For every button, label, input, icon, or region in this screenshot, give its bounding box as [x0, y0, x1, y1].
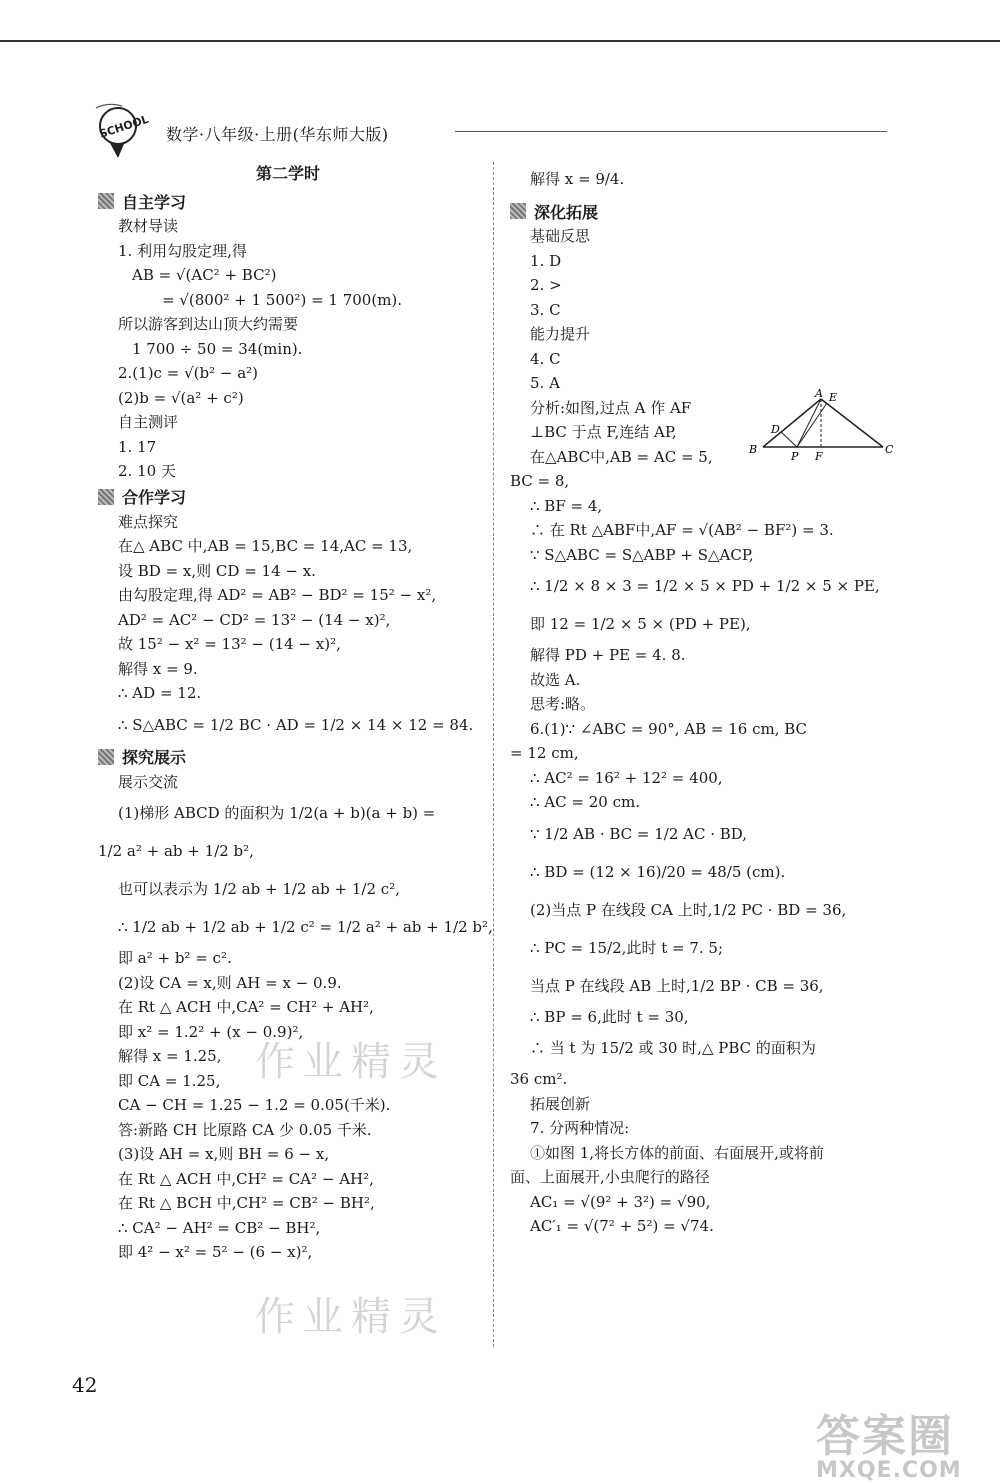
- svg-text:SCHOOL: SCHOOL: [97, 112, 151, 141]
- formula-line: CA − CH = 1.25 − 1.2 = 0.05(千米).: [118, 1096, 391, 1114]
- text-line: ∴ 当 t 为 15/2 或 30 时,△ PBC 的面积为: [530, 1039, 816, 1057]
- text-line: 在 Rt △ ACH 中,CH² = CA² − AH²,: [118, 1169, 374, 1188]
- section-heading-self-study: 自主学习: [98, 188, 478, 214]
- answer-line: 故选 A.: [530, 670, 581, 689]
- formula-line: 即 a² + b² = c².: [118, 949, 232, 967]
- lesson-title: 第二学时: [255, 164, 320, 183]
- formula-line: ∴ BF = 4,: [530, 496, 603, 515]
- subheading: 拓展创新: [530, 1094, 591, 1113]
- text-line: 在 Rt △ ACH 中,CA² = CH² + AH²,: [118, 998, 374, 1016]
- top-rule: [0, 40, 1000, 42]
- formula-line: ∵ S△ABC = S△ABP + S△ACP,: [530, 545, 754, 564]
- left-column: [98, 160, 493, 1265]
- formula-line: 也可以表示为 1/2 ab + 1/2 ab + 1/2 c²,: [118, 880, 400, 898]
- formula-line: AD² = AC² − CD² = 13² − (14 − x)²,: [118, 610, 391, 629]
- section-square-icon: [98, 749, 114, 765]
- formula-line: ∴ BD = (12 × 16)/20 = 48/5 (cm).: [530, 862, 786, 881]
- text-line: 在 Rt △ BCH 中,CH² = CB² − BH²,: [118, 1194, 375, 1212]
- answer-line: 3. C: [530, 300, 561, 319]
- section-square-icon: [98, 193, 114, 209]
- formula-line: ∴ 1/2 ab + 1/2 ab + 1/2 c² = 1/2 a² + ab + 1/2 b²,: [118, 918, 493, 936]
- formula-line: (1)梯形 ABCD 的面积为 1/2(a + b)(a + b) =: [118, 804, 436, 822]
- subheading: 难点探究: [118, 512, 179, 531]
- text-line: 36 cm².: [510, 1070, 568, 1088]
- text-line: (2)设 CA = x,则 AH = x − 0.9.: [118, 973, 342, 992]
- corner-watermark: 答案圈 MXQE.COM: [816, 1411, 962, 1483]
- formula-line: ∵ 1/2 AB · BC = 1/2 AC · BD,: [530, 824, 748, 843]
- figure-label-f: F: [815, 450, 823, 463]
- text-line: 7. 分两种情况:: [530, 1119, 630, 1137]
- school-logo-icon: [88, 100, 158, 162]
- figure-label-p: P: [791, 450, 799, 463]
- triangle-figure: [745, 385, 895, 465]
- header-line: [455, 131, 887, 132]
- section-square-icon: [98, 489, 114, 505]
- answer-line: 1. 17: [118, 437, 157, 456]
- figure-label-e: E: [829, 391, 838, 404]
- right-column: [510, 160, 900, 1239]
- formula-line: 即 12 = 1/2 × 5 × (PD + PE),: [530, 615, 751, 633]
- answer-line: 2. 10 天: [118, 462, 176, 480]
- formula-line: = √(800² + 1 500²) = 1 700(m).: [162, 290, 403, 309]
- figure-label-b: B: [749, 443, 758, 456]
- formula-line: 解得 x = 1.25,: [118, 1047, 222, 1065]
- text-line: 由勾股定理,得 AD² = AB² − BD² = 15² − x²,: [118, 586, 437, 604]
- section-square-icon: [510, 203, 526, 219]
- subheading: 教材导读: [118, 217, 179, 235]
- figure-label-a: A: [815, 387, 823, 400]
- watermark-text: 作业精灵: [255, 1294, 447, 1340]
- text-line: 在△ABC中,AB = AC = 5,: [530, 447, 713, 466]
- answer-line: 5. A: [530, 374, 560, 392]
- formula-line: 即 4² − x² = 5² − (6 − x)²,: [118, 1243, 313, 1261]
- text-line: ⊥BC 于点 F,连结 AP,: [530, 423, 677, 441]
- formula-line: 即 CA = 1.25,: [118, 1071, 221, 1090]
- text-line: 当点 P 在线段 AB 上时,1/2 BP · CB = 36,: [530, 976, 824, 995]
- text-line: 在△ ABC 中,AB = 15,BC = 14,AC = 13,: [118, 537, 413, 555]
- text-line: 6.(1)∵ ∠ABC = 90°, AB = 16 cm, BC: [530, 719, 808, 738]
- section-heading-cooperation: 合作学习: [98, 484, 478, 510]
- formula-line: ∴ AD = 12.: [118, 684, 202, 702]
- text-line: = 12 cm,: [510, 744, 579, 762]
- figure-label-d: D: [771, 423, 780, 436]
- formula-line: 1 700 ÷ 50 = 34(min).: [132, 339, 303, 358]
- formula-line: 即 x² = 1.2² + (x − 0.9)²,: [118, 1022, 304, 1041]
- text-line: 分析:如图,过点 A 作 AF: [530, 398, 692, 417]
- answer-line: 2. >: [530, 276, 562, 294]
- answer-line: 1. D: [530, 251, 562, 270]
- text-line: 设 BD = x,则 CD = 14 − x.: [118, 561, 316, 580]
- formula-line: ∴ AC = 20 cm.: [530, 793, 640, 811]
- subheading: 自主测评: [118, 413, 179, 431]
- formula-line: 解得 x = 9.: [118, 659, 198, 678]
- formula-line: ∴ 在 Rt △ABF中,AF = √(AB² − BF²) = 3.: [530, 521, 834, 539]
- text-line: (3)设 AH = x,则 BH = 6 − x,: [118, 1145, 330, 1163]
- text-line: 思考:略。: [530, 695, 596, 713]
- text-line: 面、上面展开,小虫爬行的路径: [510, 1168, 710, 1186]
- text-line: (2)当点 P 在线段 CA 上时,1/2 PC · BD = 36,: [530, 900, 847, 919]
- text-line: 所以游客到达山顶大约需要: [118, 315, 299, 333]
- text-line: ①如图 1,将长方体的前面、右面展开,或将前: [530, 1143, 824, 1162]
- section-heading-exploration: 探究展示: [98, 744, 478, 770]
- figure-label-c: C: [885, 443, 894, 456]
- formula-line: ∴ PC = 15/2,此时 t = 7. 5;: [530, 938, 724, 957]
- text-line: 1. 利用勾股定理,得: [118, 241, 247, 260]
- formula-line: ∴ S△ABC = 1/2 BC · AD = 1/2 × 14 × 12 = 84.: [118, 715, 474, 734]
- formula-line: (2)b = √(a² + c²): [118, 388, 244, 407]
- book-title: 数学·八年级·上册(华东师大版): [166, 125, 389, 144]
- formula-line: ∴ BP = 6,此时 t = 30,: [530, 1007, 689, 1026]
- subheading: 基础反思: [530, 227, 591, 245]
- formula-line: 解得 x = 9/4.: [530, 170, 625, 188]
- page-number: 42: [72, 1373, 98, 1397]
- formula-line: ∴ CA² − AH² = CB² − BH²,: [118, 1218, 321, 1237]
- watermark-text: 作业精灵: [255, 1039, 447, 1085]
- formula-line: 故 15² − x² = 13² − (14 − x)²,: [118, 635, 341, 653]
- subheading: 展示交流: [118, 772, 179, 791]
- formula-line: 2.(1)c = √(b² − a²): [118, 364, 259, 382]
- formula-line: ∴ 1/2 × 8 × 3 = 1/2 × 5 × PD + 1/2 × 5 × PE,: [530, 577, 880, 595]
- formula-line: 1/2 a² + ab + 1/2 b²,: [98, 842, 254, 860]
- formula-line: AC₁ = √(9² + 3²) = √90,: [530, 1192, 711, 1211]
- formula-line: AC′₁ = √(7² + 5²) = √74.: [530, 1217, 714, 1235]
- formula-line: ∴ AC² = 16² + 12² = 400,: [530, 768, 723, 787]
- subheading: 能力提升: [530, 325, 591, 343]
- text-line: BC = 8,: [510, 472, 570, 490]
- answer-line: 答:新路 CH 比原路 CA 少 0.05 千米.: [118, 1120, 372, 1139]
- section-heading-extension: 深化拓展: [510, 198, 900, 224]
- formula-line: AB = √(AC² + BC²): [132, 266, 277, 284]
- formula-line: 解得 PD + PE = 4. 8.: [530, 646, 686, 664]
- column-divider: [493, 162, 494, 1347]
- answer-line: 4. C: [530, 349, 561, 368]
